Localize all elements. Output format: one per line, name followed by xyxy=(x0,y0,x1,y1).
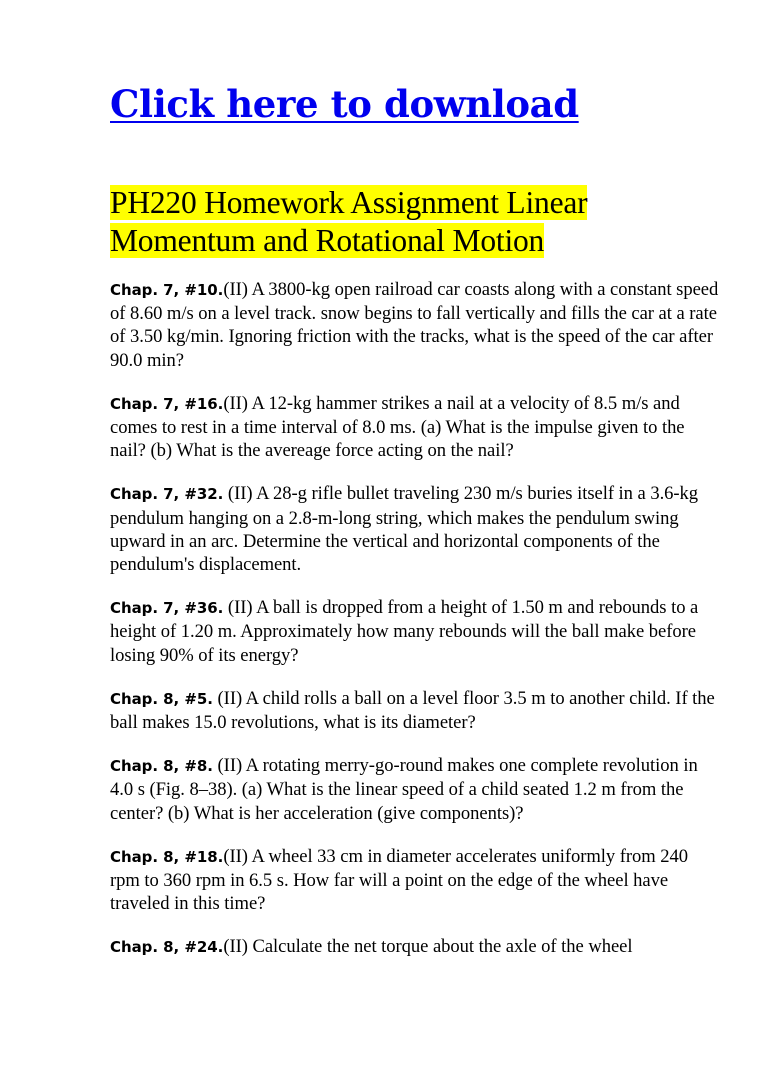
problem-item xyxy=(110,392,720,463)
download-link[interactable]: Click here to download xyxy=(110,82,579,126)
problem-text: (II) A 28-g rifle bullet traveling 230 m/s buries itself in a 3.6-kg pendulum hanging on a 2.8-m-long string, which makes the pendulum swing upward in an arc. Determine the vertical and horizontal components of the pendulum's displacement. xyxy=(110,483,699,576)
title-line-1: PH220 Homework Assignment Linear xyxy=(110,185,588,220)
document-page xyxy=(110,82,720,980)
problem-text: (II) A ball is dropped from a height of 1.50 m and rebounds to a height of 1.20 m. Approximately how many rebounds will the ball make before losing 90% of its energy? xyxy=(110,597,699,666)
problem-item xyxy=(110,596,720,667)
problem-label: Chap. 7, #16. xyxy=(110,394,224,413)
problem-item xyxy=(110,935,720,959)
problem-label: Chap. 8, #18. xyxy=(110,847,224,866)
title-line-2: Momentum and Rotational Motion xyxy=(110,223,545,258)
problem-item xyxy=(110,278,720,372)
problem-text: (II) A 3800-kg open railroad car coasts along with a constant speed of 8.60 m/s on a level track. snow begins to fall vertically and fills the car at a rate of 3.50 kg/min. Ignoring friction with the tracks, what is the speed of the car after 90.0 min? xyxy=(110,279,719,371)
problem-label: Chap. 7, #36. xyxy=(110,599,224,618)
problem-text: (II) Calculate the net torque about the axle of the wheel xyxy=(223,936,633,958)
problem-item xyxy=(110,482,720,576)
problem-label: Chap. 8, #8. xyxy=(110,757,213,776)
problem-label: Chap. 8, #24. xyxy=(110,938,224,957)
problem-text: (II) A wheel 33 cm in diameter accelerates uniformly from 240 rpm to 360 rpm in 6.5 s. How far will a point on the edge of the wheel have traveled in this time? xyxy=(110,845,689,915)
problem-list xyxy=(110,278,720,960)
problem-text: (II) A 12-kg hammer strikes a nail at a velocity of 8.5 m/s and comes to rest in a time interval of 8.0 ms. (a) What is the impulse given to the nail? (b) What is the avereage force acting on the nail? xyxy=(110,392,685,462)
problem-label: Chap. 8, #5. xyxy=(110,689,213,708)
problem-label: Chap. 7, #10. xyxy=(110,281,224,299)
problem-label: Chap. 7, #32. xyxy=(110,485,224,504)
document-title xyxy=(110,184,720,260)
problem-item xyxy=(110,845,720,916)
problem-text: (II) A child rolls a ball on a level floor 3.5 m to another child. If the ball makes 15.0 revolutions, what is its diameter? xyxy=(110,687,715,734)
problem-text: (II) A rotating merry-go-round makes one complete revolution in 4.0 s (Fig. 8–38). (a) What is the linear speed of a child seated 1.2 m from the center? (b) What is her acceleration (give components)? xyxy=(110,755,698,824)
problem-item xyxy=(110,687,720,734)
problem-item xyxy=(110,754,720,825)
